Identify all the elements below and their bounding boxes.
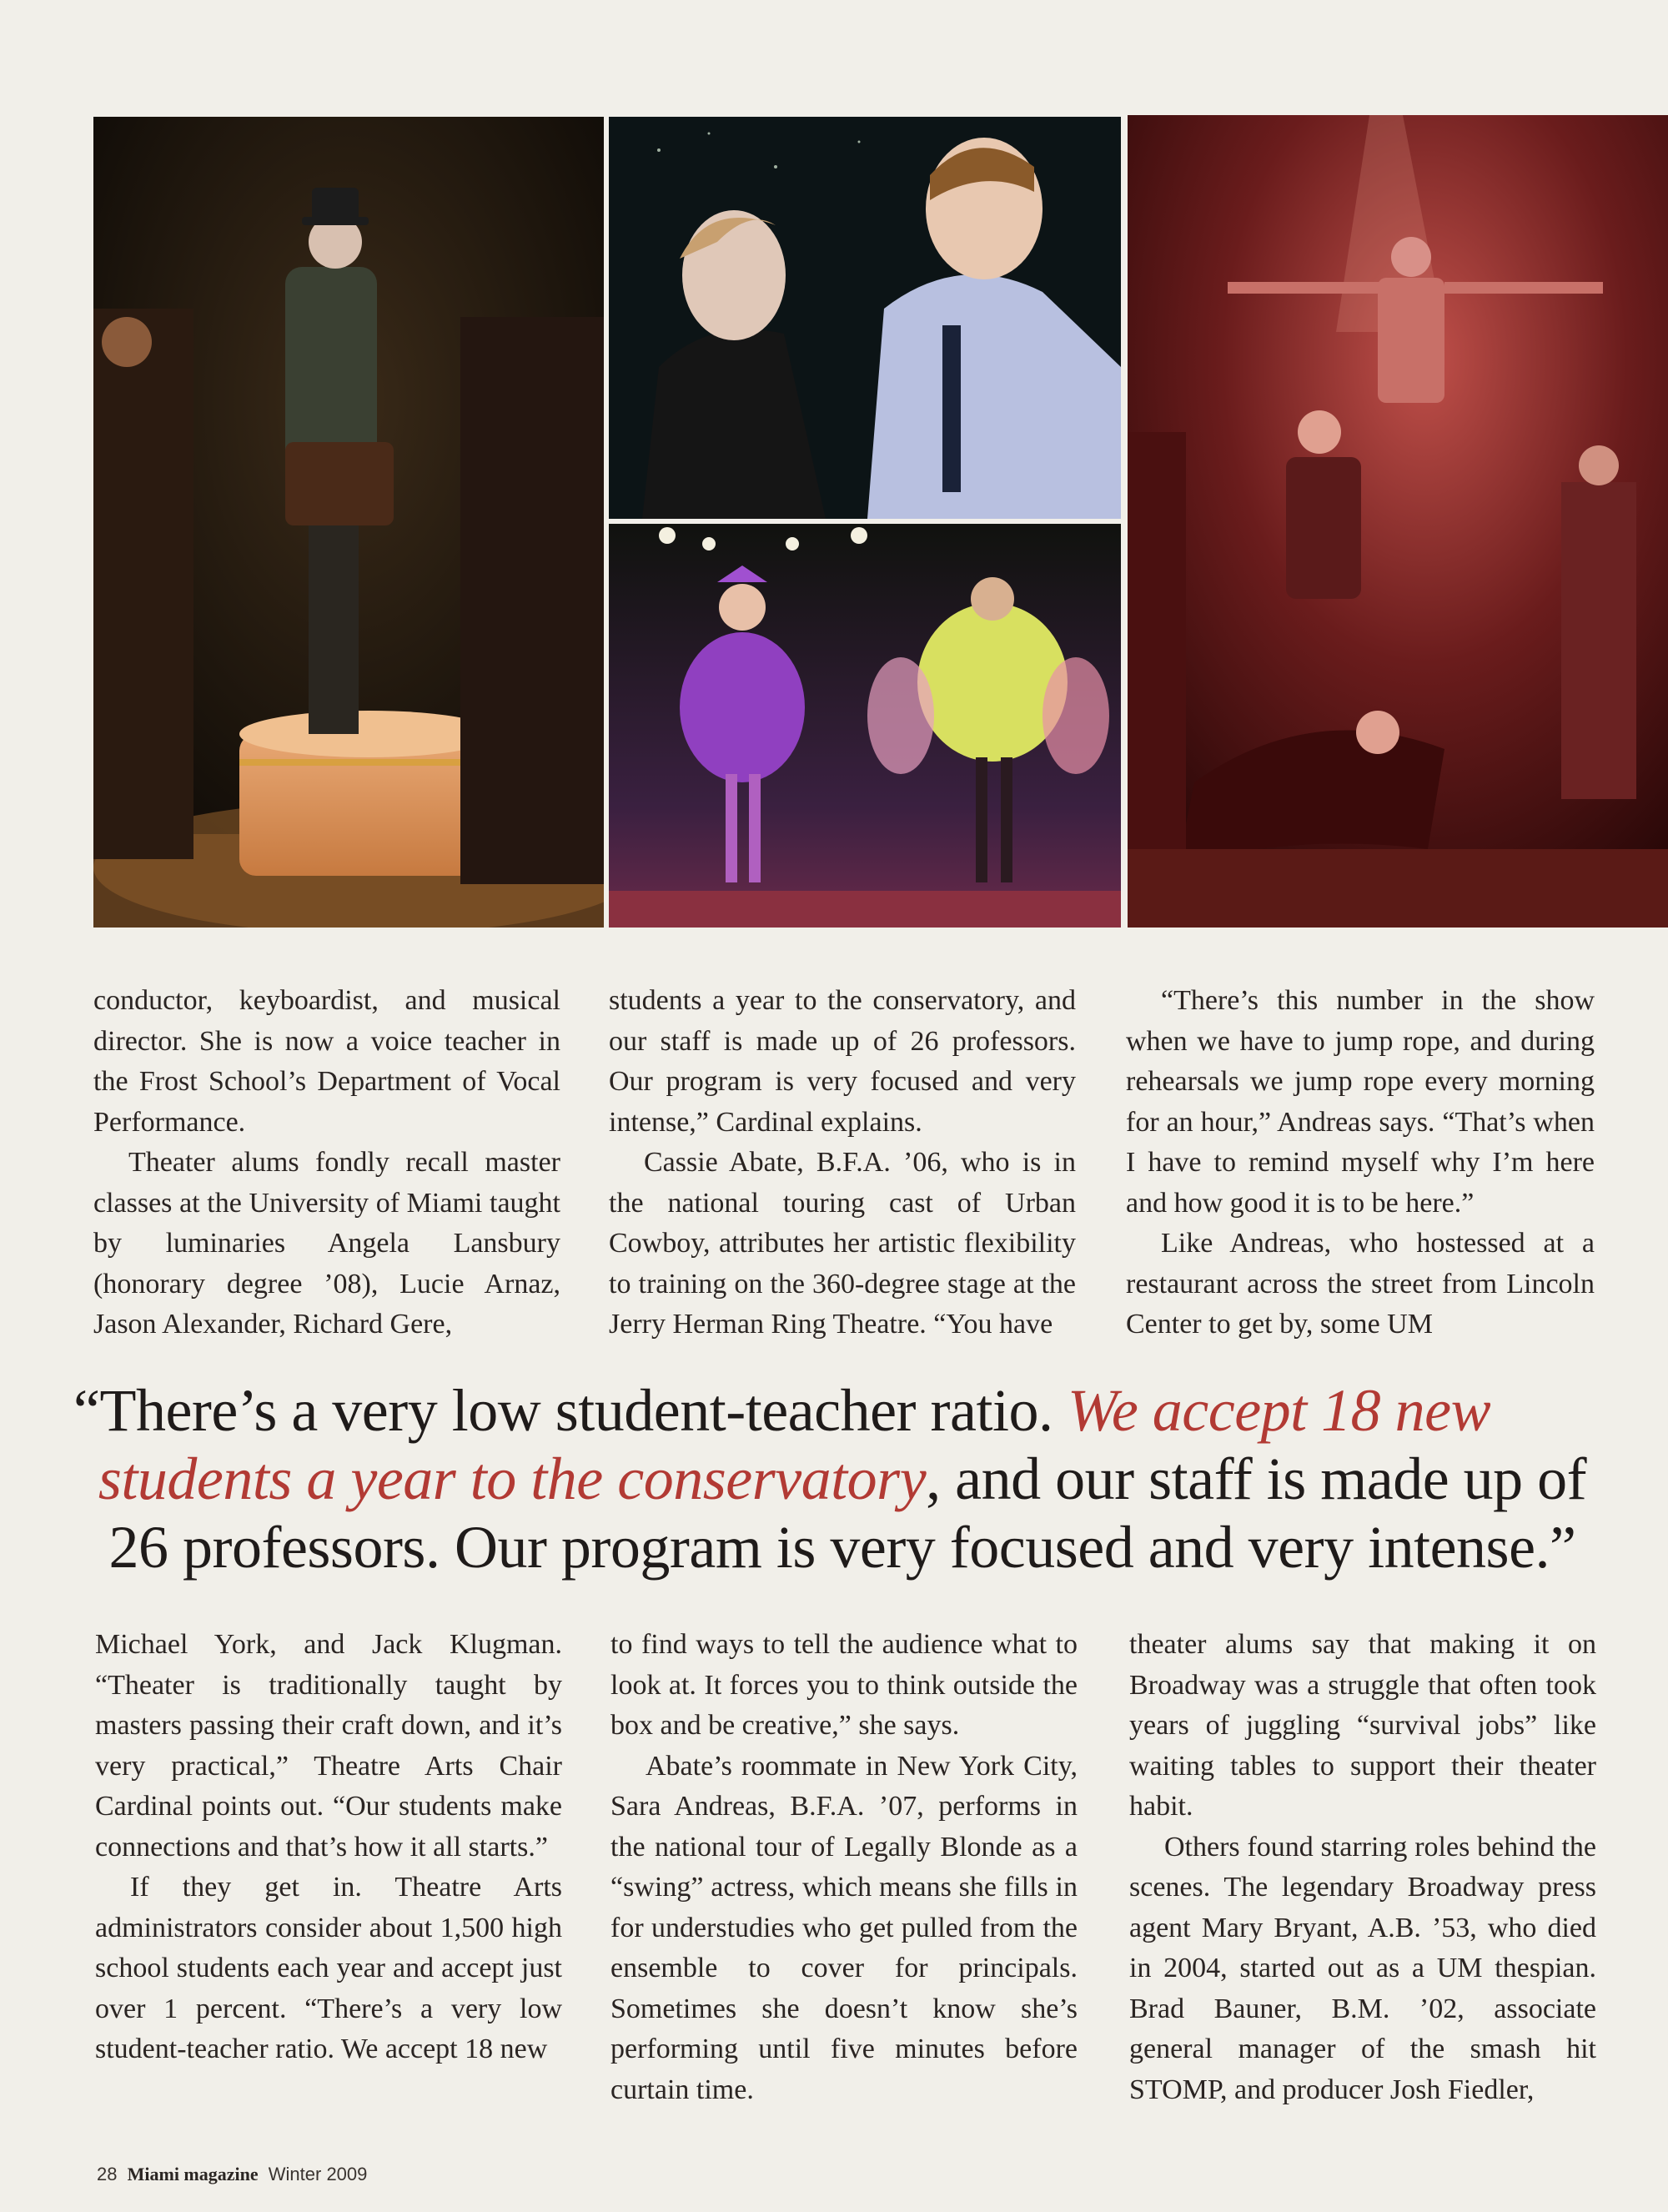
paragraph: “There’s this number in the show when we have to jump rope, and during rehearsals we jump rope every morning for an hour,” Andreas says. “That’s when I have to remind myself why I’m here and how good it is to be here.”	[1126, 985, 1595, 1219]
page-number: 28	[97, 2164, 118, 2184]
pull-quote-text: , and our staff is made up of	[926, 1445, 1587, 1512]
page-footer	[97, 2164, 367, 2185]
paragraph: Abate’s roommate in New York City, Sara Andreas, B.F.A. ’07, performs in the national tour of Legally Blonde as a “swing” actress, which means she fills in for understudies who get pulled from the ensemble to cover for principals. Sometimes she doesn’t know she’s performing until five minutes before curtain time.	[610, 1750, 1078, 2105]
article-column-5	[610, 1625, 1078, 2110]
article-column-4	[95, 1625, 562, 2070]
paragraph: Michael York, and Jack Klugman. “Theater is traditionally taught by masters passing their craft down, and it’s very practical,” Theatre Arts Chair Cardinal points out. “Our students make connections and that’s how it all starts.”	[95, 1629, 562, 1863]
paragraph: Cassie Abate, B.F.A. ’06, who is in the national touring cast of Urban Cowboy, attributes her artistic flexibility to training on the 360-degree stage at the Jerry Herman Ring Theatre. “You have	[609, 1147, 1076, 1340]
pull-quote-highlight: We accept 18 new	[1067, 1377, 1491, 1444]
paragraph: If they get in. Theatre Arts administrators consider about 1,500 high school students each year and accept just over 1 percent. “There’s a very low student-teacher ratio. We accept 18 new	[95, 1872, 562, 2064]
photo-couple-scene	[609, 117, 1121, 519]
paragraph: conductor, keyboardist, and musical director. She is now a voice teacher in the Frost School’s Department of Vocal Performance.	[93, 985, 560, 1138]
article-column-1	[93, 981, 560, 1345]
article-column-3	[1126, 981, 1595, 1345]
paragraph: theater alums say that making it on Broadway was a struggle that often took years of juggling “survival jobs” like waiting tables to support their theater habit.	[1129, 1629, 1596, 1822]
paragraph: to find ways to tell the audience what to look at. It forces you to think outside the box and be creative,” she says.	[610, 1629, 1078, 1741]
issue-date: Winter 2009	[268, 2164, 368, 2184]
pull-quote	[50, 1376, 1635, 1581]
magazine-name: Miami magazine	[127, 2164, 259, 2184]
paragraph: students a year to the conservatory, and our staff is made up of 26 professors. Our program is very focused and very intense,” Cardinal explains.	[609, 985, 1076, 1138]
paragraph: Others found starring roles behind the scenes. The legendary Broadway press agent Mary Bryant, A.B. ’53, who died in 2004, started out as a UM thespian. Brad Bauner, B.M. ’02, associate general manager of the smash hit STOMP, and producer Josh Fiedler,	[1129, 1831, 1596, 2105]
paragraph: Theater alums fondly recall master classes at the University of Miami taught by luminaries Angela Lansbury (honorary degree ’08), Lucie Arnaz, Jason Alexander, Richard Gere,	[93, 1147, 560, 1340]
pull-quote-line-1	[50, 1376, 1635, 1445]
pull-quote-text: “There’s a very low student-teacher ratio.	[73, 1377, 1068, 1444]
paragraph: Like Andreas, who hostessed at a restaurant across the street from Lincoln Center to get by, some UM	[1126, 1228, 1595, 1340]
pull-quote-line-3: 26 professors. Our program is very focused and very intense.”	[108, 1514, 1576, 1581]
pull-quote-highlight: students a year to the conservatory	[98, 1445, 927, 1512]
photo-legally-blonde-dancers	[609, 524, 1121, 928]
article-column-6	[1129, 1625, 1596, 2110]
pull-quote-line-2	[50, 1445, 1635, 1513]
photo-cabaret-emcee	[93, 117, 604, 928]
photo-red-ensemble	[1128, 115, 1668, 928]
article-column-2	[609, 981, 1076, 1345]
